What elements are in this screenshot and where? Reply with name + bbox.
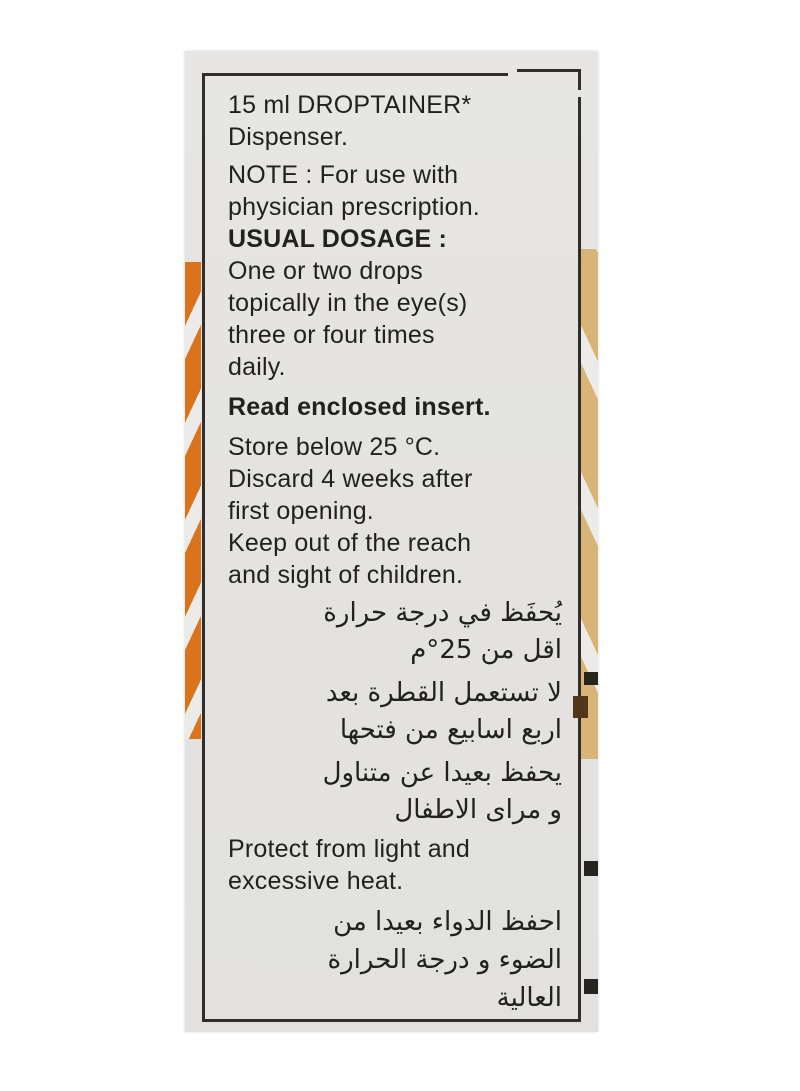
text-line-arabic: العالية [496,983,562,1013]
text-line: Dispenser. [228,123,349,151]
text-line: and sight of children. [228,561,464,589]
label-text-area [205,76,578,1023]
text-line: Protect from light and [228,835,471,863]
text-line: One or two drops [228,257,423,285]
protect-arabic [228,903,562,1017]
text-line: 15 ml DROPTAINER* [228,91,472,119]
registration-mark-black-2 [584,861,598,876]
text-line: excessive heat. [228,867,404,895]
discard-arabic [228,675,562,749]
text-line: physician prescription. [228,193,480,221]
storage-text [228,431,562,591]
text-line-arabic: و مراى الاطفال [394,795,562,825]
storage-temp-arabic [228,595,562,669]
text-line: Discard 4 weeks after [228,465,473,493]
text-line-arabic: يحفظ بعيدا عن متناول [322,758,562,788]
text-line-arabic: الضوء و درجة الحرارة [327,945,562,975]
textbox-border-right [578,97,581,1022]
protect-text [228,833,562,897]
textbox-border-top-misprint [517,69,581,72]
text-line-arabic: يُحفَظ في درجة حرارة [323,598,562,628]
text-line: Read enclosed insert. [228,393,491,421]
text-line: first opening. [228,497,374,525]
registration-mark-black-1 [584,672,598,685]
carton-side-panel [185,51,598,1032]
dosage-text [228,255,562,383]
text-line: three or four times [228,321,435,349]
text-line: NOTE : For use with [228,161,459,189]
text-line: Store below 25 °C. [228,433,441,461]
registration-mark-black-3 [584,979,598,994]
text-line-arabic: لا تستعمل القطرة بعد [325,678,562,708]
text-line: daily. [228,353,286,381]
read-insert-heading [228,391,562,423]
text-line-arabic: اقل من 25°م [410,635,562,665]
text-line: Keep out of the reach [228,529,472,557]
children-arabic [228,755,562,829]
dispenser-text [228,89,562,153]
orange-diagonal-stripes [185,262,201,739]
text-line: topically in the eye(s) [228,289,468,317]
text-line-arabic: اربع اسابيع من فتحها [339,715,562,745]
note-text [228,159,562,223]
textbox-border-right-upper [578,69,581,90]
usual-dosage-heading [228,223,562,255]
text-line: USUAL DOSAGE : [228,225,448,253]
text-line-arabic: احفظ الدواء بعيدا من [333,907,562,937]
